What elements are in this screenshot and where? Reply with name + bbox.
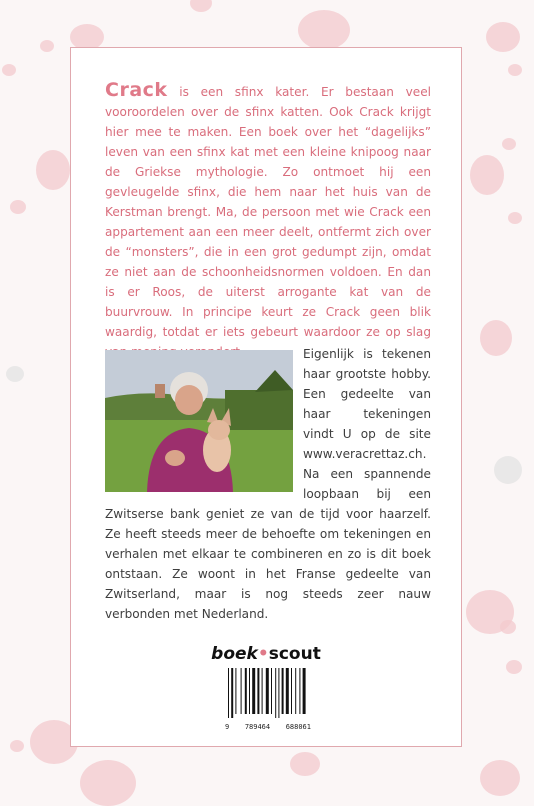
publisher-name-part1: boek [211, 644, 258, 664]
barcode-bar [257, 668, 259, 714]
publisher-separator: • [257, 644, 269, 664]
barcode-bar [299, 668, 300, 714]
barcode-bar [252, 668, 255, 714]
barcode-group-1: 789464 [244, 723, 271, 731]
barcode-bar [291, 668, 292, 714]
barcode-bar [262, 668, 263, 714]
barcode-bar [241, 668, 242, 714]
barcode-group-2: 688061 [285, 723, 311, 731]
barcode-bar [271, 668, 272, 714]
barcode-bar [235, 668, 236, 714]
back-cover-panel [70, 47, 462, 747]
barcode-bar [231, 668, 233, 718]
barcode-bar [249, 668, 250, 714]
author-bio [105, 344, 431, 624]
barcode-bar [303, 668, 306, 714]
barcode-bar [282, 668, 284, 714]
blurb-highlight-word: Crack [105, 79, 168, 101]
barcode-bar [228, 668, 229, 718]
barcode-bar [266, 668, 269, 714]
barcode-bar [245, 668, 247, 714]
author-bio-text: Eigenlijk is tekenen haar grootste hobby. Een gedeelte van haar tekeningen vindt U op de site www.veracrettaz.ch. Na een spannende loopbaan bij een Zwitserse bank geniet ze van de tijd voor haarzelf. Ze heeft steeds meer de behoefte om tekeningen en verhalen met elkaar te combineren en zo is dit boek ontstaan. Ze woont in het Franse gedeelte van Zwitserland, maar is nog steeds zeer nauw verbonden met Nederland. [105, 347, 431, 621]
barcode-bar [295, 668, 296, 714]
isbn-barcode [225, 668, 311, 731]
barcode-lead-digit: 9 [225, 723, 230, 731]
publisher-logo [71, 644, 461, 664]
publisher-name-part2: scout [268, 644, 321, 664]
barcode-bar [275, 668, 276, 718]
book-blurb [105, 80, 431, 362]
barcode-bar [286, 668, 289, 714]
barcode-digits [225, 723, 311, 731]
photo-spacer [105, 344, 303, 492]
barcode-bars [225, 668, 311, 718]
blurb-text: is een sfinx kater. Er bestaan veel vooroordelen over de sfinx katten. Ook Crack krijgt hier mee te maken. Een boek over het “dagelijks” leven van een sfinx kat met een kleine knipoog naar de Griekse mythologie. Zo ontmoet hij een gevleugelde sfinx, die hem naar het huis van de Kerstman brengt. Ma, de persoon met wie Crack een appartement aan een meer deelt, ontfermt zich over de “monsters”, die in een grot gedumpt zijn, omdat ze niet aan de schoonheidsnormen voldoen. En dan is er Roos, de uiterst arrogante kat van de buurvrouw. In principe keurt ze Crack geen blik waardig, totdat er iets gebeurt waardoor ze op slag [105, 85, 431, 339]
barcode-bar [278, 668, 279, 718]
